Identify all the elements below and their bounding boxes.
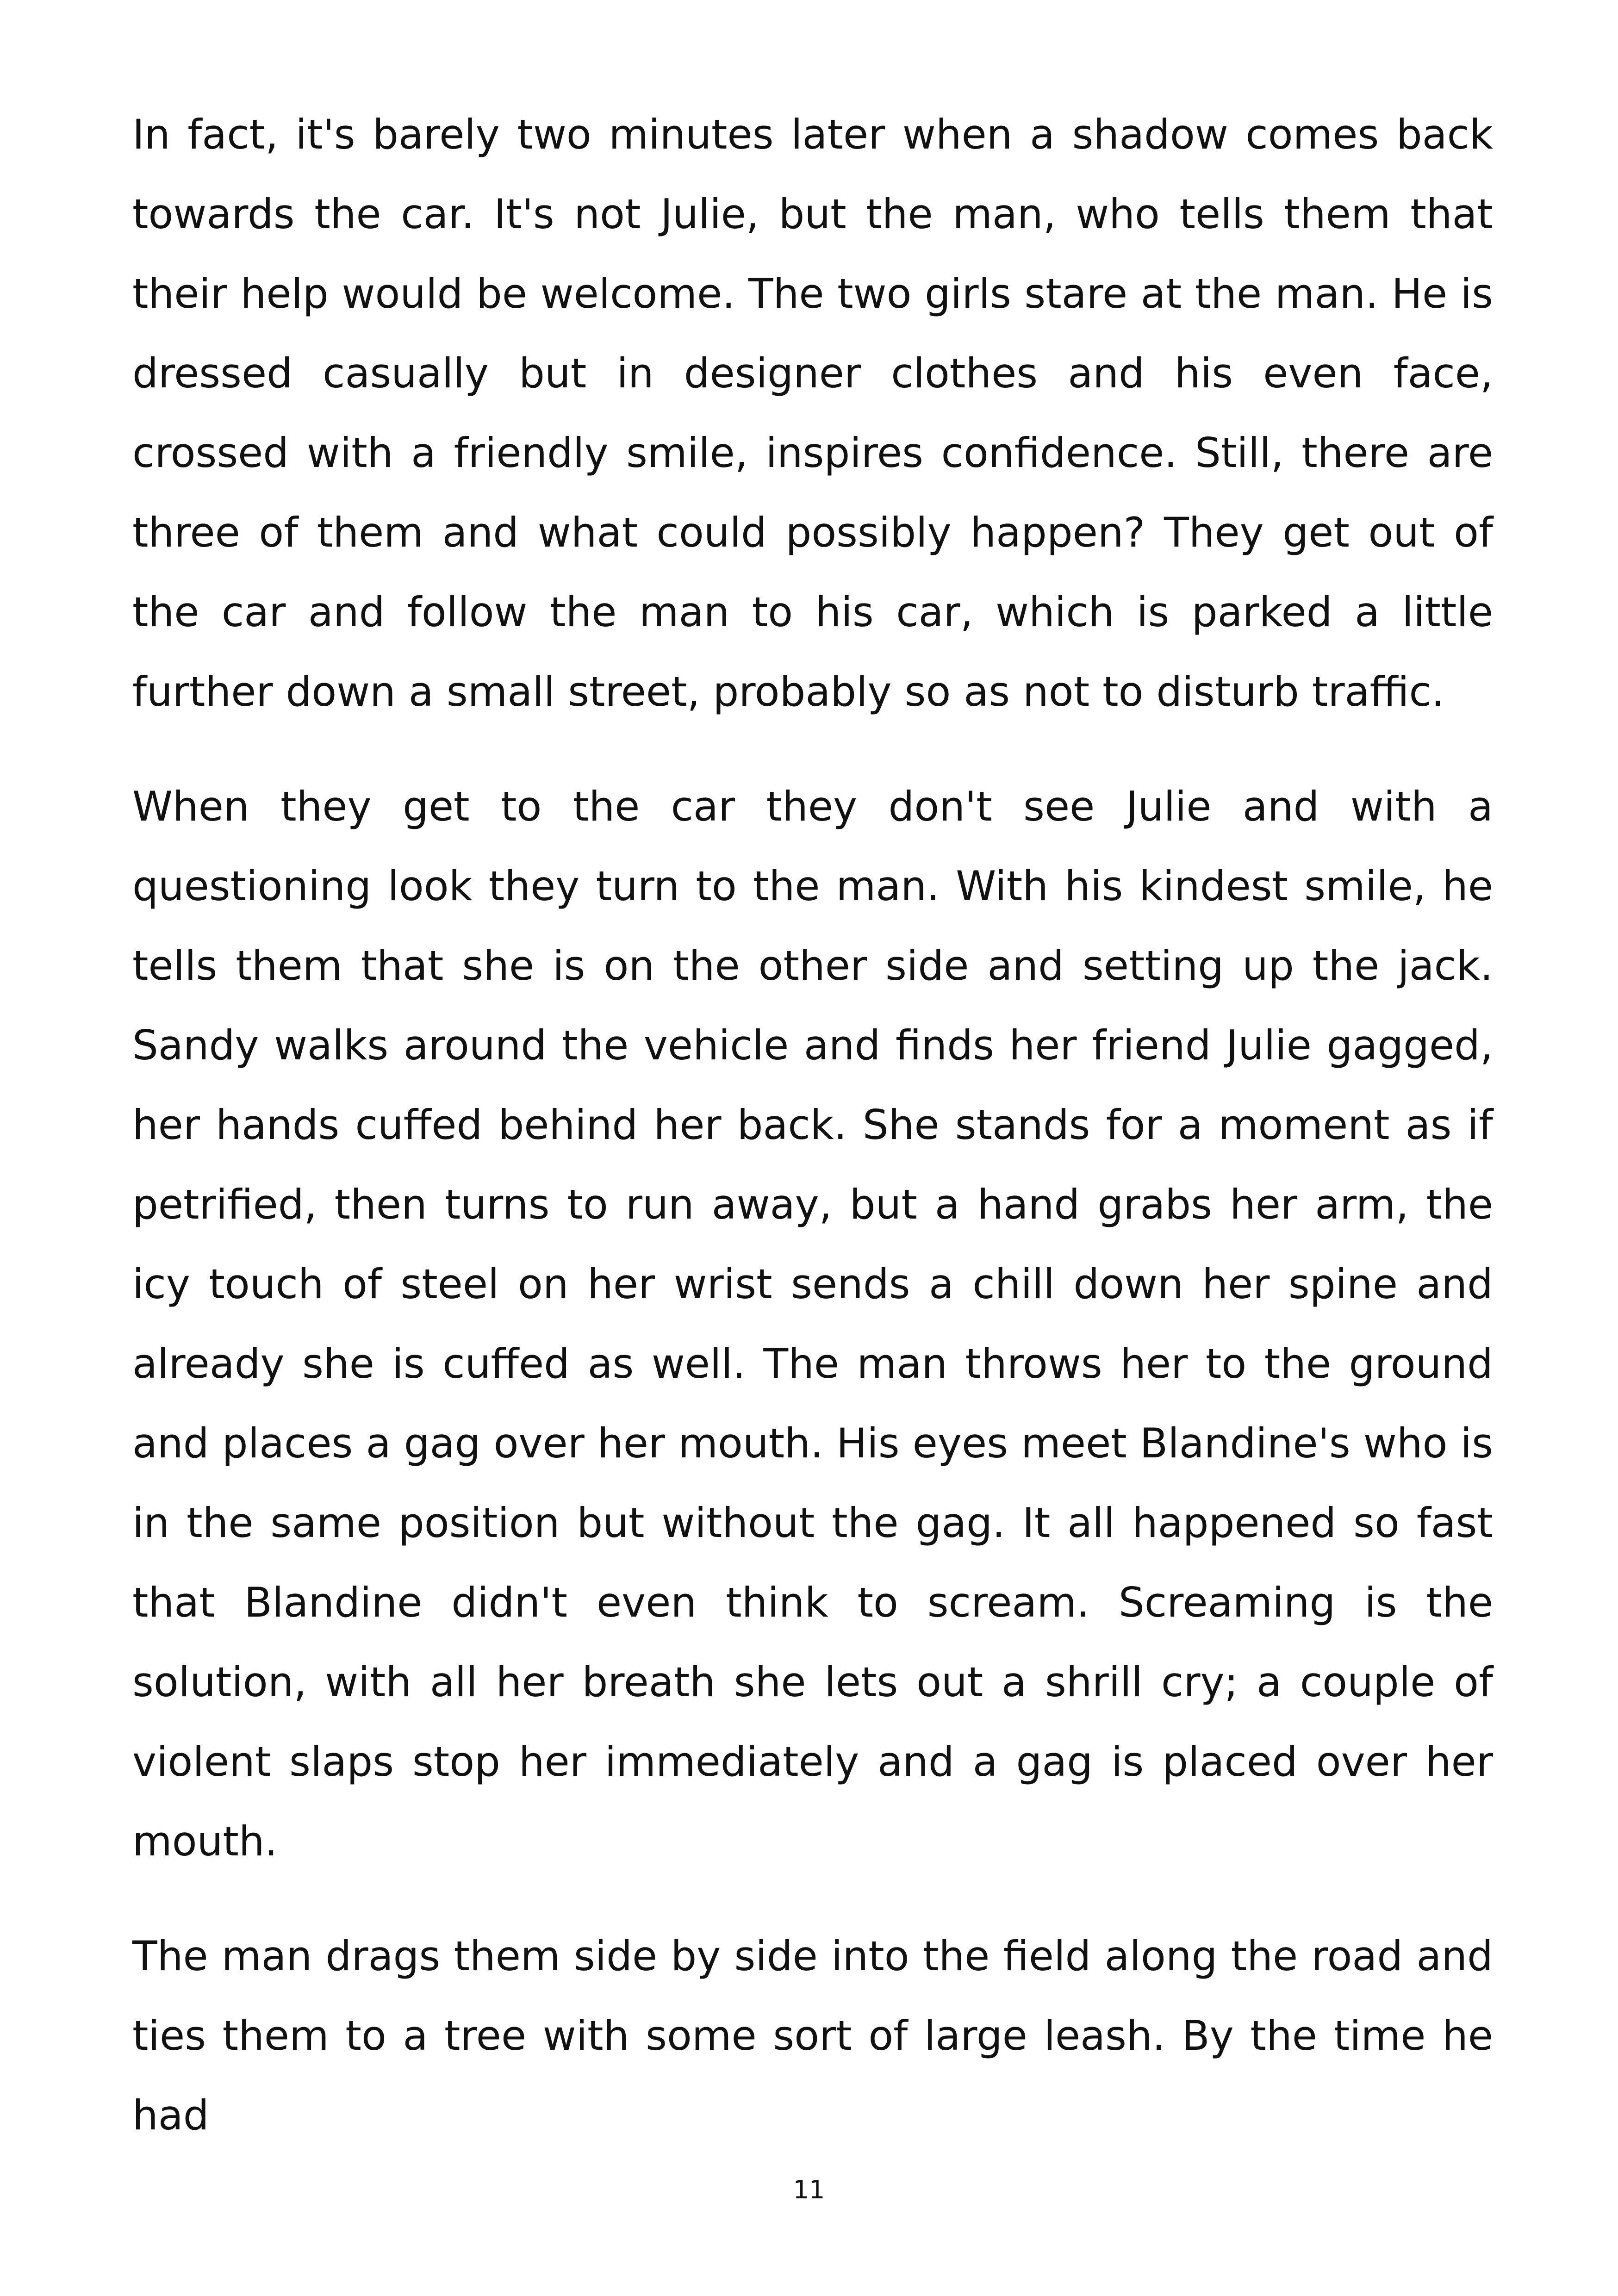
paragraph-3: The man drags them side by side into the field along the road and ties them to a tree with some sort of large leash. By the time he had	[132, 1932, 1493, 2139]
page-number: 11	[793, 2175, 825, 2204]
paragraph-1: In fact, it's barely two minutes later when a shadow comes back towards the car. It's not Julie, but the man, who tells them that their help would be welcome. The two girls stare at the man. He is dressed casually but in designer clothes and his even face, crossed with a friendly smile, inspires confidence. Still, there are three of them and what could possibly happen? They get out of the car and follow the man to his car, which is parked a little further down a small street, probably so as not to disturb traffic.	[132, 111, 1493, 716]
paragraph-2: When they get to the car they don't see Julie and with a questioning look they turn to the man. With his kindest smile, he tells them that she is on the other side and setting up the jack. Sandy walks around the vehicle and finds her friend Julie gagged, her hands cuffed behind her back. She stands for a moment as if petrified, then turns to run away, but a hand grabs her arm, the icy touch of steel on her wrist sends a chill down her spine and already she is cuffed as well. The man throws her to the ground and places a gag over her mouth. His eyes meet Blandine's who is in the same position but without the gag. It all happened so fast that Blandine didn't even think to scream. Screaming is the solution, with all her breath she lets out a shrill cry; a couple of violent slaps stop her immediately and a gag is placed over her mouth.	[132, 783, 1493, 1865]
body-text	[132, 95, 1493, 2190]
